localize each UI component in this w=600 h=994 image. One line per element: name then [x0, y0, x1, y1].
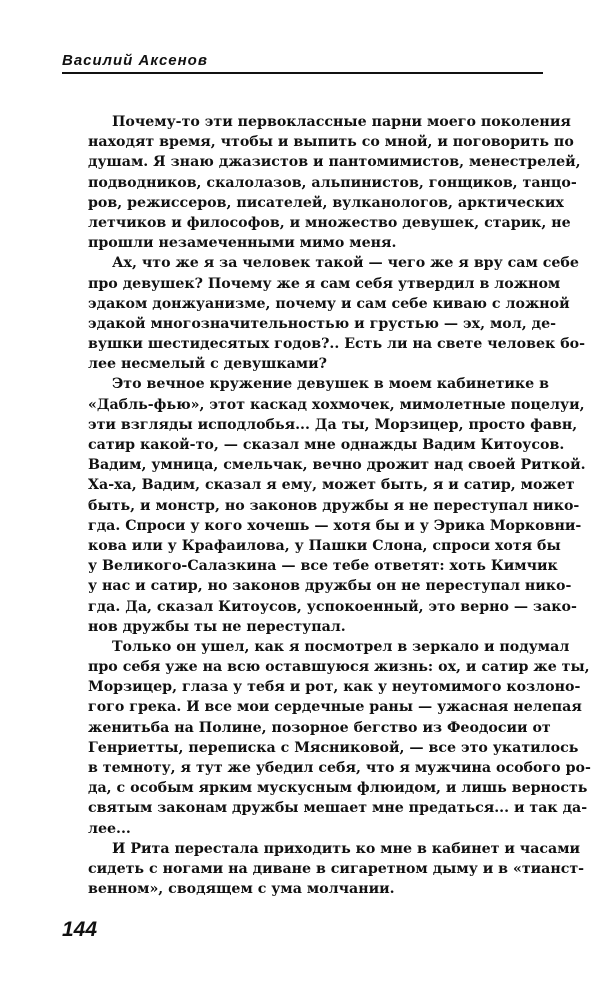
paragraph	[88, 112, 581, 253]
text-line: Ха-ха, Вадим, сказал я ему, может быть, я и сатир, может	[88, 477, 575, 494]
text-line: ров, режиссеров, писателей, вулканологов, арктических	[88, 194, 564, 211]
text-line: гого грека. И все мои сердечные раны — ужасная нелепая	[88, 699, 582, 716]
text-line: святым законам дружбы мешает мне предаться... и так да-	[88, 800, 588, 817]
text-line: про себя уже на всю оставшуюся жизнь: ох, и сатир же ты,	[88, 659, 590, 676]
header-rule	[62, 72, 543, 74]
text-line: эдаком донжуанизме, почему и сам себе киваю с ложной	[88, 295, 570, 312]
text-line: находят время, чтобы и выпить со мной, и поговорить по	[88, 134, 574, 151]
text-line: Это вечное кружение девушек в моем кабинетике в	[112, 376, 550, 393]
text-line: у нас и сатир, но законов дружбы он не переступал нико-	[88, 578, 572, 595]
text-line: эдакой многозначительностью и грустью — эх, мол, де-	[88, 315, 557, 332]
paragraph	[88, 839, 585, 900]
page-number: 144	[62, 918, 98, 941]
text-line: про девушек? Почему же я сам себя утвердил в ложном	[88, 275, 561, 292]
body-text	[88, 112, 591, 899]
text-line: лее...	[88, 820, 131, 837]
text-line: подводников, скалолазов, альпинистов, гонщиков, танцо-	[88, 174, 577, 191]
text-line: лее несмелый с девушками?	[88, 356, 327, 373]
text-line: И Рита перестала приходить ко мне в кабинет и часами	[112, 840, 581, 857]
text-line: женитьба на Полине, позорное бегство из Феодосии от	[88, 719, 551, 736]
text-line: «Дабль-фью», этот каскад хохмочек, мимолетные поцелуи,	[88, 396, 585, 413]
text-line: Морзицер, глаза у тебя и рот, как у неутомимого козлоно-	[88, 679, 581, 696]
text-line: Вадим, умница, смельчак, вечно дрожит над своей Риткой.	[88, 457, 586, 474]
text-line: быть, и монстр, но законов дружбы я не переступал нико-	[88, 497, 580, 514]
text-line: летчиков и философов, и множество девушек, старик, не	[88, 214, 571, 231]
text-line: сидеть с ногами на диване в сигаретном дыму и в «тианст-	[88, 860, 585, 877]
text-line: венном», сводящем с ума молчании.	[88, 881, 395, 898]
running-head-author: Василий Аксенов	[62, 52, 208, 69]
text-line: душам. Я знаю джазистов и пантомимистов, менестрелей,	[88, 154, 581, 171]
text-line: Ах, что же я за человек такой — чего же я вру сам себе	[112, 255, 579, 272]
paragraph	[88, 253, 586, 374]
text-line: вушки шестидесятых годов?.. Есть ли на свете человек бо-	[88, 336, 586, 353]
paragraph	[88, 637, 591, 839]
text-line: у Великого-Салазкина — все тебе ответят: хоть Кимчик	[88, 558, 558, 575]
paragraph	[88, 374, 586, 636]
text-line: эти взгляды исподлобья... Да ты, Морзицер, просто фавн,	[88, 416, 578, 433]
text-line: гда. Спроси у кого хочешь — хотя бы и у Эрика Морковни-	[88, 517, 582, 534]
text-line: да, с особым ярким мускусным флюидом, и лишь верность	[88, 780, 588, 797]
text-line: в темноту, я тут же убедил себя, что я мужчина особого ро-	[88, 760, 591, 776]
text-line: гда. Да, сказал Китоусов, успокоенный, это верно — зако-	[88, 598, 577, 615]
text-line: Генриетты, переписка с Мясниковой, — все это укатилось	[88, 739, 579, 756]
text-line: сатир какой-то, — сказал мне однажды Вадим Китоусов.	[88, 437, 565, 453]
text-line: кова или у Крафаилова, у Пашки Слона, спроси хотя бы	[88, 537, 561, 554]
text-line: Почему-то эти первоклассные парни моего поколения	[112, 114, 571, 130]
text-line: Только он ушел, как я посмотрел в зеркало и подумал	[112, 638, 570, 655]
text-line: прошли незамеченными мимо меня.	[88, 235, 397, 252]
text-line: нов дружбы ты не переступал.	[88, 618, 346, 635]
